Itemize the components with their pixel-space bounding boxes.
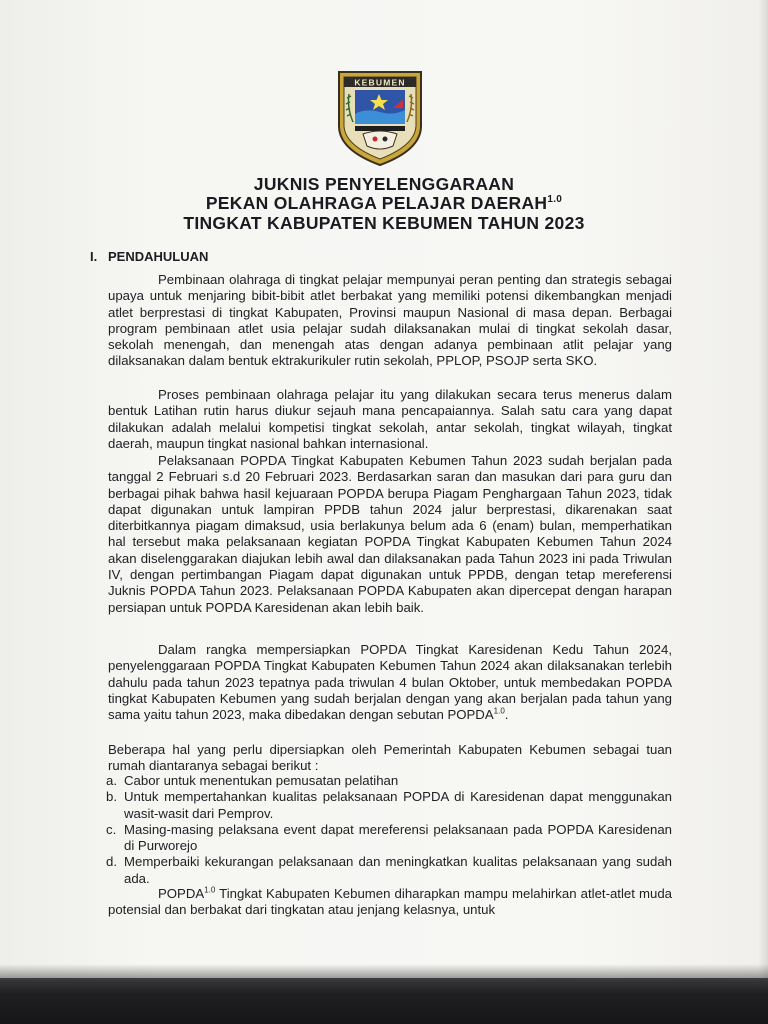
paragraph-4-text: Dalam rangka mempersiapkan POPDA Tingkat Karesidenan Kedu Tahun 2024, penyelenggaraan POPDA Tingkat Kabupaten Kebumen Tahun 2024 akan dilaksanakan terlebih dahulu pada tahun 2023 tepatnya pada triwulan 4 bulan Oktober, untuk membedakan POPDA tingkat Kabupaten Kebumen yang sudah berjalan dengan yang akan berjalan pada tahun yang sama yaitu tahun 2023, maka dibedakan dengan sebutan POPDA	[108, 642, 672, 723]
paragraph-1: Pembinaan olahraga di tingkat pelajar mempunyai peran penting dan strategis sebagai upaya untuk menjaring bibit-bibit atlet berbakat yang memiliki potensi dikembangkan menjadi atlet berprestasi di tingkat Kabupaten, Provinsi maupun Nasional di masa depan. Berbagai program pembinaan atlet usia pelajar sudah dilaksanakan mulai di tingkat sekolah dasar, sekolah menengah, dan menengah atas dengan adanya pembinaan atlit pelajar yang dilaksanakan dalam bentuk ektrakurikuler rutin sekolah, PPLOP, PSOJP serta SKO.	[108, 272, 672, 369]
list-item-text: Cabor untuk menentukan pemusatan pelatihan	[124, 773, 399, 788]
paragraph-5	[108, 886, 672, 919]
list-item-text: Untuk mempertahankan kualitas pelaksanaan POPDA di Karesidenan dapat menggunakan wasit-wasit dari Pemprov.	[124, 789, 672, 821]
logo-banner-text: KEBUMEN	[354, 77, 406, 88]
list-item	[106, 789, 672, 822]
list-item	[106, 822, 672, 855]
section-heading	[90, 249, 208, 264]
title-line-2-text: PEKAN OLAHRAGA PELAJAR DAERAH	[205, 193, 548, 213]
document-title-line-1: JUKNIS PENYELENGGARAAN	[253, 174, 515, 194]
section-number: I.	[90, 249, 98, 264]
document-title-line-2	[0, 193, 768, 214]
list-intro: Beberapa hal yang perlu dipersiapkan oleh Pemerintah Kabupaten Kebumen sebagai tuan rumah diantaranya sebagai berikut :	[108, 742, 672, 774]
paragraph-3: Pelaksanaan POPDA Tingkat Kabupaten Kebumen Tahun 2023 sudah berjalan pada tanggal 2 Februari s.d 20 Februari 2023. Berdasarkan saran dan masukan dari para guru dan berbagai pihak bahwa hasil kejuaraan POPDA berupa Piagam Penghargaan Tahun 2023, tidak dapat digunakan untuk lampiran PPDB tahun 2024 jalur berprestasi, dikarenakan saat diterbitkannya piagam dimaksud, usia berlakunya belum ada 6 (enam) bulan, memperhatikan hal tersebut maka pelaksanaan kegiatan POPDA Tingkat Kabupaten Kebumen Tahun 2024 akan diselenggarakan diajukan lebih awal dan dilaksanakan pada Tahun 2023 ini pada Triwulan IV, dengan pertimbangan Piagam dapat digunakan untuk PPDB, dengan tetap mereferensi Juknis POPDA Tahun 2023. Pelaksanaan POPDA Kabupaten akan dipercepat dengan harapan persiapan untuk POPDA Karesidenan akan lebih baik.	[108, 453, 672, 615]
list-item-text: Masing-masing pelaksana event dapat mereferensi pelaksanaan pada POPDA Karesidenan di Purworejo	[124, 821, 672, 854]
paragraph-4	[108, 642, 672, 723]
list-item-label: c.	[106, 821, 117, 837]
list-item-label: b.	[106, 789, 117, 805]
paragraph-5-start: POPDA	[158, 886, 205, 901]
list-item-label: a.	[106, 773, 117, 788]
paragraph-5-text: Tingkat Kabupaten Kebumen diharapkan mampu melahirkan atlet-atlet muda potensial dan berbakat dari tingkatan atau jenjang kelasnya, untuk	[108, 886, 672, 918]
preparation-list	[106, 773, 672, 887]
page-edge-shadow	[758, 0, 768, 990]
list-item	[106, 854, 672, 887]
paragraph-4-superscript: 1.0	[493, 706, 505, 716]
paragraph-5-superscript: 1.0	[204, 885, 216, 895]
list-item	[106, 773, 672, 789]
paragraph-4-end: .	[504, 707, 509, 723]
document-title-line-3: TINGKAT KABUPATEN KEBUMEN TAHUN 2023	[183, 213, 585, 233]
list-item-text: Memperbaiki kekurangan pelaksanaan dan meningkatkan kualitas pelaksanaan yang sudah ada.	[124, 854, 672, 886]
kebumen-logo-icon	[335, 68, 425, 168]
title-version-superscript: 1.0	[547, 194, 563, 206]
list-item-label: d.	[106, 854, 117, 870]
section-title: PENDAHULUAN	[108, 249, 209, 264]
paragraph-2: Proses pembinaan olahraga pelajar itu yang dilakukan secara terus menerus dalam bentuk Latihan rutin harus diukur sejauh mana pencapaiannya. Salah satu cara yang dapat dilakukan adalah melalui kompetisi tingkat sekolah, antar sekolah, tingkat wilayah, tingkat daerah, maupun tingkat nasional bahkan internasional.	[108, 387, 672, 451]
scanner-shadow	[0, 978, 768, 1024]
